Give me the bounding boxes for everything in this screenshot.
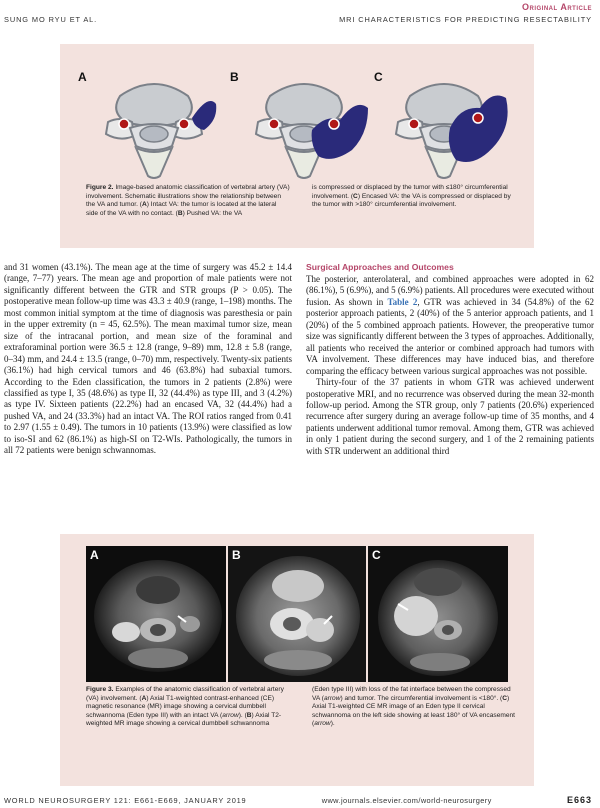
figure-3-caption-col-2 [312,686,516,729]
caption-run: ) and tumor. The circumferential involvement is <180°. ( [340,694,503,702]
running-header-title: MRI CHARACTERISTICS FOR PREDICTING RESECTABILITY [339,15,592,24]
figure-3-label-a: A [90,548,99,562]
caption-run: B [177,209,183,217]
vertebral-artery-right [329,119,339,129]
mri-image [228,546,366,682]
mri-image [368,546,508,682]
body-paragraph [306,274,594,377]
caption-run: ). ( [238,711,247,719]
figure-2-panel-a-illustration [90,64,218,194]
paragraph-text: , GTR was achieved in 34 (54.8%) of the 62 posterior approach patients, 2 (40%) of the 5 anterior approach patients, and 1 (20%) of the 5 combined approach patients. However, the preoperative tumor size was significantly different between the 3 types of approaches. Additionally, all patients who received the anterior or combined approach had tumors with VA involvement. These differences may have induced bias, and therefore comparing the efficacy between various surgical approaches was not possible. [306,296,594,376]
caption-run: ). [330,720,335,728]
caption-run: Figure 3. [86,686,114,693]
footer-url[interactable]: www.journals.elsevier.com/world-neurosurgery [321,795,492,805]
section-tag: Original Article [522,2,592,12]
figure-3-label-c: C [372,548,381,562]
caption-run: (Eden type III) with loss of the fat interface between the compressed VA ( [312,686,511,702]
vertebra-schematic [106,84,202,178]
figure-2-label-a: A [78,70,87,84]
caption-run: Image-based anatomic classification of vertebral artery (VA) involvement. Schematic illustrations show the relationship between the VA and tumor. ( [86,184,290,209]
table-2-link[interactable]: Table 2 [387,296,418,307]
caption-run: ) Encased VA: the VA is compressed or displaced by the tumor with >180° circumferential involvement. [312,192,511,209]
figure-3-panel-b-mri [228,546,366,682]
figure-2-panel-b-illustration [240,64,368,194]
caption-run: C [353,192,358,200]
paragraph-text: The posterior, anterolateral, and combined approaches were adopted in 62 (86.1%), 5 (6.9%), and 5 (6.9%) patients. All procedures were executed without fusion. As shown in [306,274,594,307]
vertebral-artery-left [409,119,419,129]
figure-2 [60,44,534,248]
figure-3-panel-a-mri [86,546,226,682]
vertebral-artery-right [473,113,483,123]
vertebral-artery-left [119,119,129,129]
section-heading: Surgical Approaches and Outcomes [306,262,454,272]
figure-3-caption [86,686,516,729]
figure-2-caption-col-2 [312,184,516,218]
page-number: E663 [566,795,592,805]
mri-image [86,546,226,682]
body-column-left [4,262,292,457]
caption-run: arrow [323,694,341,702]
caption-run: arrow [314,720,331,728]
body-column-right [306,262,594,457]
body-text [4,262,594,457]
caption-run: arrow [222,711,239,719]
caption-run: ) Pushed VA: the VA [182,209,243,217]
caption-run: is compressed or displaced by the tumor with ≤180° circumferential involvement. ( [312,184,508,200]
figure-3 [60,534,534,786]
caption-run: B [246,711,252,719]
caption-run: ) Intact VA: the tumor is located at the lateral side of the VA with no contact. ( [86,201,277,217]
figure-2-caption [86,184,516,218]
figure-2-caption-col-1 [86,184,290,218]
caption-run: A [141,201,147,209]
caption-run: ) Axial T1-weighted CE MR image of an Eden type II cervical schwannoma on the left side showing at least 180° of VA encasement ( [312,694,516,728]
body-paragraph: and 31 women (43.1%). The mean age at the time of surgery was 45.2 ± 14.4 (range, 7–77) years. The mean age and proportion of male patients were not significantly different between the GTR and STR groups (P > 0.05). The postoperative mean follow-up time was 43.3 ± 40.9 (range, 1–198) months. The most common initial symptom at the time of diagnosis was paresthesia or pain in the upper extremity (n = 45, 62.5%). The mean maximal tumor size, mean size of the intracanal portion, and mean size of the foraminal and extraforaminal portion were 36.5 ± 12.8 (range, 9–89) mm, 12.8 ± 5.8 (range, 0–34) mm, and 24.4 ± 13.5 (range, 0–70) mm, respectively. Twenty-six patients (36.1%) had high cervical tumors and 46 (63.8%) had subaxial tumors. According to the Eden classification, the tumors in 2 patients (2.8%) were classified as type I, 35 (48.6%) as type II, 32 (44.4%) as type III, and 3 (4.2%) as type IV. Sixteen patients (22.2%) had an encased VA, 32 (44.4%) had a pushed VA, and 24 (33.3%) had an intact VA. The ROI ratios ranged from 0.41 to 2.97 (1.55 ± 0.49). The tumors in 10 patients (13.9%) were classified as low to iso-SI and 62 (86.1%) as high-SI on T2-WIs. Pathologically, the tumors in all 72 patients were benign schwannomas. [4,262,292,456]
figure-3-label-b: B [232,548,241,562]
figure-3-panel-c-mri [368,546,508,682]
figure-2-label-c: C [374,70,383,84]
caption-run: C [502,694,508,702]
figure-2-panel-c-illustration [380,64,508,194]
vertebral-artery-right [179,119,189,129]
page-footer [4,794,592,806]
vertebral-artery-left [269,119,279,129]
caption-run: ) Axial T1-weighted contrast-enhanced (CE) magnetic resonance (MR) image showing a cervical dumbbell schwannoma (Eden type III) with an intact VA ( [86,694,275,719]
figure-3-caption-col-1 [86,686,290,729]
caption-run: Examples of the anatomic classification of vertebral artery (VA) involvement. ( [86,686,284,702]
caption-run: Figure 2. [86,184,114,191]
running-header [4,15,592,29]
figure-2-label-b: B [230,70,239,84]
footer-journal: WORLD NEUROSURGERY 121: E661-E669, JANUARY 2019 [4,795,247,805]
caption-run: ) Axial T2-weighted MR image showing a cervical dumbbell schwannoma [86,711,282,728]
caption-run: A [141,694,147,702]
running-header-authors: SUNG MO RYU ET AL. [4,15,98,24]
body-paragraph: Thirty-four of the 37 patients in whom GTR was achieved underwent postoperative MRI, and no recurrence was observed during the mean 32-month follow-up period. Among the STR group, only 7 patients (20.6%) experienced recurrence after surgery during an average follow-up time of 35 months, and 4 patients underwent additional tumor removal. Among them, GTR was achieved in only 1 patient during the second surgery, and 1 of the 2 remaining patients with STR underwent an additional third [306,377,594,456]
